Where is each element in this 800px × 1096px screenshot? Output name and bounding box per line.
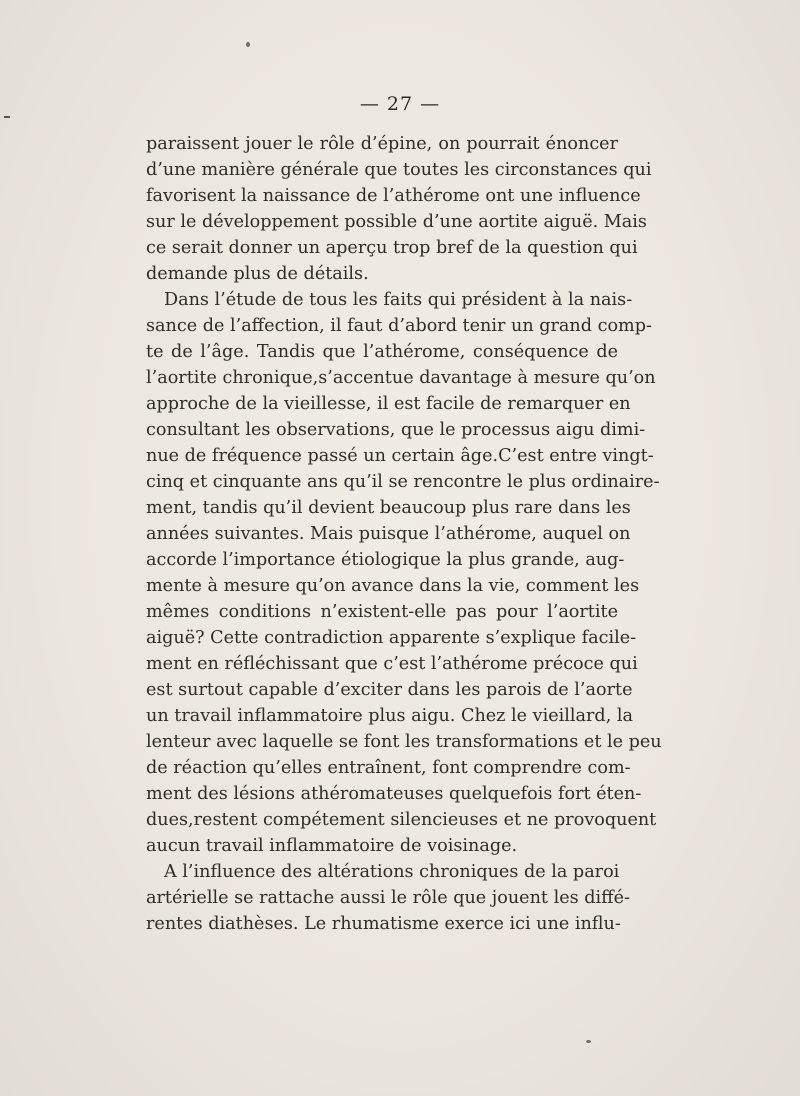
text-line: artérielle se rattache aussi le rôle que jouent les diffé- bbox=[146, 888, 630, 908]
text-line: mente à mesure qu’on avance dans la vie, comment les bbox=[146, 576, 640, 596]
text-line: ment en réfléchissant que c’est l’athérome précoce qui bbox=[146, 654, 638, 674]
text-line: ment des lésions athéromateuses quelquefois fort éten- bbox=[146, 784, 642, 804]
text-line: consultant les observations, que le processus aigu dimi- bbox=[146, 420, 646, 440]
text-line: approche de la vieillesse, il est facile de remarquer en bbox=[146, 394, 631, 414]
text-line: te de l’âge. Tandis que l’athérome, conséquence de bbox=[146, 342, 618, 362]
text-line: rentes diathèses. Le rhumatisme exerce ici une influ- bbox=[146, 914, 621, 934]
text-line: demande plus de détails. bbox=[146, 264, 369, 284]
text-line: favorisent la naissance de l’athérome ont une influence bbox=[146, 186, 641, 206]
scan-edge-mark bbox=[4, 116, 10, 118]
text-line: années suivantes. Mais puisque l’athérome, auquel on bbox=[146, 524, 631, 544]
page-number: — 27 — bbox=[359, 93, 441, 115]
text-line: lenteur avec laquelle se font les transformations et le peu bbox=[146, 732, 662, 752]
text-line: nue de fréquence passé un certain âge.C’est entre vingt- bbox=[146, 446, 654, 466]
text-line: sance de l’affection, il faut d’abord tenir un grand comp- bbox=[146, 316, 652, 336]
text-line: est surtout capable d’exciter dans les parois de l’aorte bbox=[146, 680, 633, 700]
text-line: paraissent jouer le rôle d’épine, on pourrait énoncer bbox=[146, 134, 618, 154]
text-line: l’aortite chronique,s’accentue davantage à mesure qu’on bbox=[146, 368, 656, 388]
text-line: d’une manière générale que toutes les circonstances qui bbox=[146, 160, 652, 180]
text-line: ment, tandis qu’il devient beaucoup plus rare dans les bbox=[146, 498, 631, 518]
text-line: ce serait donner un aperçu trop bref de la question qui bbox=[146, 238, 638, 258]
text-line: aiguë? Cette contradiction apparente s’explique facile- bbox=[146, 628, 637, 648]
body-text bbox=[146, 131, 662, 937]
text-line: Dans l’étude de tous les faits qui président à la nais- bbox=[164, 290, 633, 310]
text-line: dues,restent compétement silencieuses et ne provoquent bbox=[146, 810, 657, 830]
text-line: mêmes conditions n’existent-elle pas pour l’aortite bbox=[146, 602, 618, 622]
text-line: un travail inflammatoire plus aigu. Chez le vieillard, la bbox=[146, 706, 633, 726]
text-line: accorde l’importance étiologique la plus grande, aug- bbox=[146, 550, 625, 570]
ink-speck bbox=[586, 1040, 591, 1043]
text-line: de réaction qu’elles entraînent, font comprendre com- bbox=[146, 758, 631, 778]
text-line: aucun travail inflammatoire de voisinage. bbox=[146, 836, 518, 856]
ink-speck bbox=[246, 42, 250, 47]
text-line: cinq et cinquante ans qu’il se rencontre le plus ordinaire- bbox=[146, 472, 660, 492]
text-line: sur le développement possible d’une aortite aiguë. Mais bbox=[146, 212, 647, 232]
text-line: A l’influence des altérations chroniques de la paroi bbox=[164, 862, 620, 882]
